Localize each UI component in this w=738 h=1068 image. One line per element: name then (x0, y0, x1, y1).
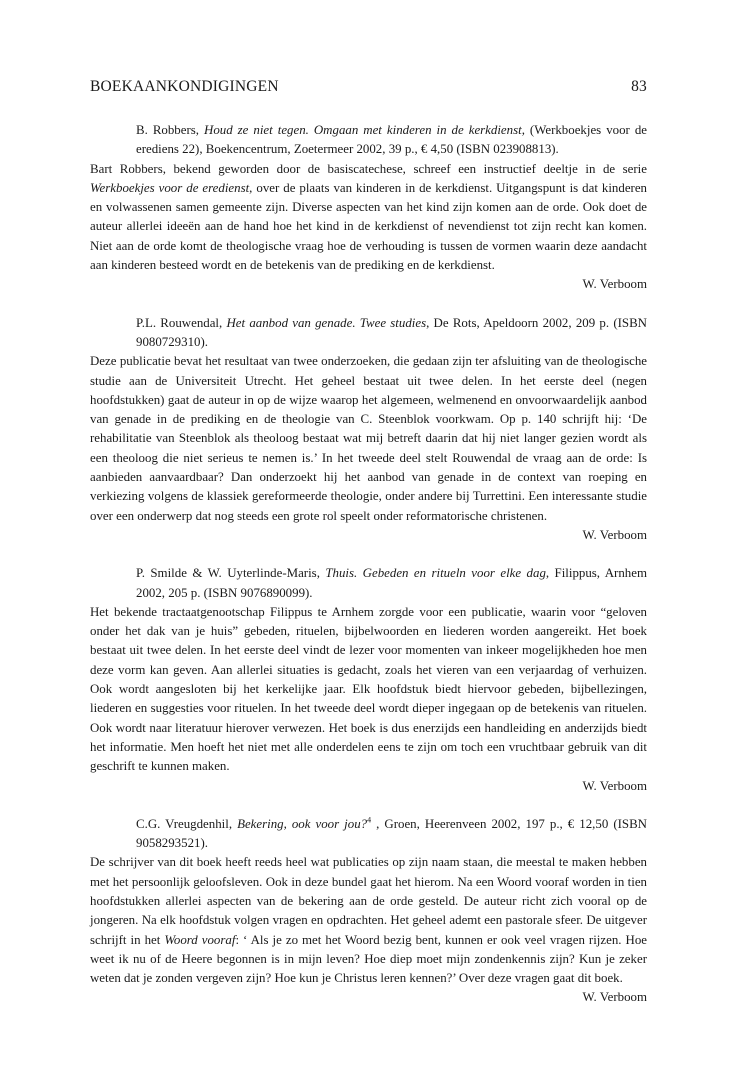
citation-author: P. Smilde & W. Uyterlinde-Maris, (136, 566, 326, 581)
citation-details: (Werkboekjes voor de erediens 22), Boekencentrum, Zoetermeer 2002, 39 p., € 4,50 (ISBN 023908813). (136, 123, 647, 157)
review-text: Het bekende tractaatgenootschap Filippus te Arnhem zorgde voor een publicatie, waarin voor “geloven onder het dak van je huis” gebeden, rituelen, bijbelwoorden en liederen worden aangereikt. Het boek bestaat uit twee delen. In het eerste deel vindt de lezer voor momenten van inkeer mogelijkheden hoe men deze vorm kan geven. Aan allerlei situaties is gedacht, zoals het vieren van een verjaardag of verhuizen. Ook wordt aangesloten bij het kerkelijke jaar. Elk hoofdstuk biedt hiervoor gebeden, bijbellezingen, liederen en suggesties voor rituelen. In het tweede deel wordt dieper ingegaan op de betekenis van rituelen. Ook wordt naar literatuur hierover verwezen. Het boek is dus enerzijds een handleiding en anderzijds biedt het informatie. Men hoeft het niet met alle onderdelen eens te zijn om toch een vruchtbaar gebruik van dit geschrift te kunnen maken. (90, 604, 647, 774)
review-smilde (90, 564, 647, 796)
series-title: Werkboekjes voor de eredienst (90, 180, 250, 195)
review-robbers (90, 121, 647, 295)
citation-title: Houd ze niet tegen. Omgaan met kinderen in de kerkdienst, (204, 123, 525, 137)
reviews-column (90, 121, 647, 1027)
citation-title: Thuis. Gebeden en ritueln voor elke dag (325, 566, 546, 581)
citation-title: Bekering, ook voor jou? (237, 816, 368, 831)
section-reference: Woord vooraf (164, 932, 236, 947)
book-citation (90, 815, 647, 854)
review-text: Deze publicatie bevat het resultaat van twee onderzoeken, die gedaan zijn ter afsluiting van de theologische studie aan de Universiteit Utrecht. Het geheel bestaat uit twee delen. In het eerste deel (negen hoofdstukken) gaat de auteur in op de wijze waarop het algemeen, welmenend en onvoorwaardelijk aanbod van genade in de prediking en de theologie van C. Steenblok voorkwam. Op p. 140 schrijft hij: ‘De rehabilitatie van Steenblok als theoloog bestaat wat mij betreft daarin dat hij niet langer gezien wordt als een theoloog die niet serieus te nemen is.’ In het tweede deel stelt Rouwendal de vraag aan de orde: Is aanbieden aanvaardbaar? Dan onderzoekt hij het aanbod van genade in de context van roeping en verkiezing volgens de klassiek gereformeerde theologie, onder andere bij Turrettini. Een interessante studie over een onderwerp dat nog steeds een grote rol speelt onder reformatorische christenen. (90, 354, 647, 523)
review-text: De schrijver van dit boek heeft reeds heel wat publicaties op zijn naam staan, die meestal te maken hebben met het persoonlijk geloofsleven. Ook in deze bundel gaat het hierom. Na een Woord vooraf worden in tien hoofdstukken allerlei aspecten van de bekering aan de orde gesteld. De auteur richt zich vooral op de jongeren. Na elk hoofdstuk volgen vragen en opdrachten. Het geheel ademt een pastorale sfeer. De uitgever schrijft in het Woord vooraf: ‘ Als je zo met het Woord bezig bent, kunnen er ook veel vragen rijzen. Hoe weet ik nu of de Heere begonnen is in mijn leven? Hoe diep moet mijn zondenkennis zijn? Kun je zeker weten dat je zonden vergeven zijn? Hoe kun je Christus leren kennen?’ Over deze vragen gaat dit boek. (90, 855, 647, 986)
citation-author: P.L. Rouwendal, (136, 315, 227, 330)
citation-author: B. Robbers, (136, 123, 205, 137)
reviewer-signature: W. Verboom (582, 990, 647, 1005)
section-title: BOEKAANKONDIGINGEN (90, 78, 279, 95)
reviewer-signature: W. Verboom (582, 277, 647, 292)
review-rouwendal (90, 314, 647, 546)
edition-superscript: 4 (367, 815, 372, 825)
running-header (90, 78, 647, 100)
citation-title: Het aanbod van genade. Twee studies (226, 315, 427, 330)
citation-details: , De Rots, Apeldoorn 2002, 209 p. (ISBN 9080729310). (136, 315, 647, 349)
citation-author: C.G. Vreugdenhil, (136, 816, 238, 831)
book-citation (90, 121, 647, 160)
book-citation (90, 314, 647, 353)
citation-details: , Groen, Heerenveen 2002, 197 p., € 12,50 (ISBN 9058293521). (136, 816, 647, 851)
citation-details: , Filippus, Arnhem 2002, 205 p. (ISBN 9076890099). (136, 566, 647, 600)
review-text: Bart Robbers, bekend geworden door de basiscatechese, schreef een instructief deeltje in de serie Werkboekjes voor de eredienst, over de plaats van kinderen in de kerkdienst. Uitgangspunt is dat kinderen en volwassenen samen gemeente zijn. Diverse aspecten van het kind zijn komen aan de orde. Ook doet de auteur allerlei ideeën aan de hand hoe het kind in de kerkdienst of nevendienst tot zijn recht kan komen. Niet aan de orde komt de theologische vraag hoe de verhouding is tussen de vormen waarin deze aandacht aan kinderen besteed wordt en de betekenis van de prediking en de kerkdienst. (90, 161, 647, 273)
book-citation (90, 564, 647, 603)
page-number: 83 (631, 78, 647, 95)
reviewer-signature: W. Verboom (582, 527, 647, 542)
review-vreugdenhil (90, 815, 647, 1008)
reviewer-signature: W. Verboom (582, 778, 647, 793)
